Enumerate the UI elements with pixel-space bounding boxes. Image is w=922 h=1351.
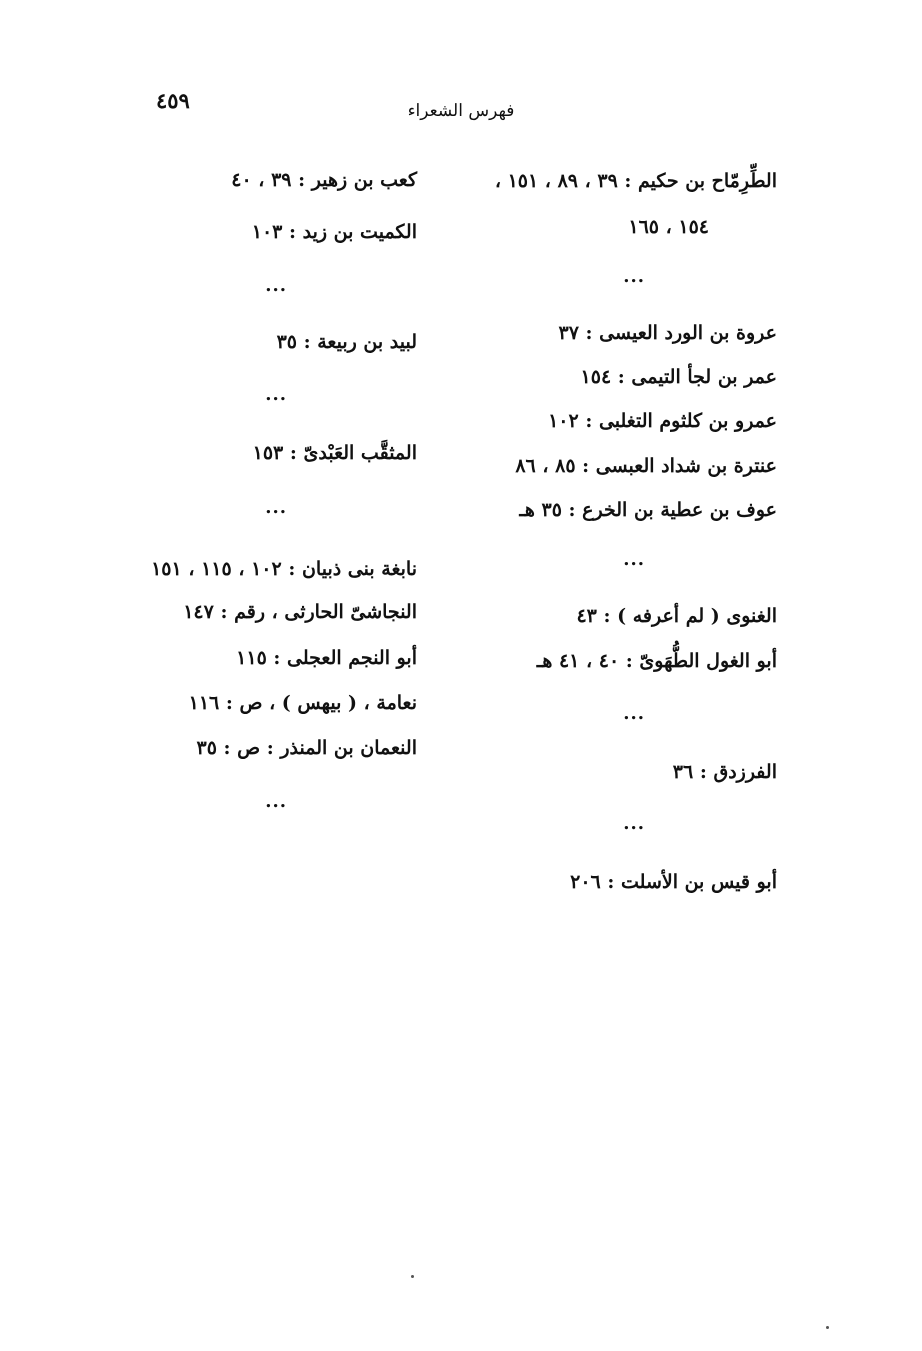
section-separator: ... (623, 549, 645, 570)
section-separator: ... (265, 275, 287, 296)
index-entry-continuation: ١٥٤ ، ١٦٥ (628, 216, 709, 238)
index-entry: كعب بن زهير : ٣٩ ، ٤٠ (231, 169, 417, 191)
index-entry: النعمان بن المنذر : ص : ٣٥ (196, 737, 417, 759)
section-separator: ... (265, 497, 287, 518)
index-entry: الفرزدق : ٣٦ (672, 761, 777, 783)
index-entry: نعامة ، ( بيهس ) ، ص : ١١٦ (188, 692, 417, 714)
scan-speck (411, 1275, 414, 1278)
index-entry: نابغة بنى ذبيان : ١٠٢ ، ١١٥ ، ١٥١ (151, 558, 417, 580)
index-entry: النجاشىّ الحارثى ، رقم : ١٤٧ (183, 601, 417, 623)
section-separator: ... (265, 791, 287, 812)
index-entry: عوف بن عطية بن الخرع : ٣٥ هـ (519, 499, 777, 521)
index-entry: عنترة بن شداد العبسى : ٨٥ ، ٨٦ (515, 455, 777, 477)
section-separator: ... (623, 703, 645, 724)
running-header: فهرس الشعراء (407, 101, 515, 121)
index-entry: عروة بن الورد العيسى : ٣٧ (558, 322, 777, 344)
scan-speck (826, 1326, 829, 1329)
section-separator: ... (623, 813, 645, 834)
index-entry: عمرو بن كلثوم التغلبى : ١٠٢ (548, 410, 777, 432)
index-entry: الكميت بن زيد : ١٠٣ (251, 221, 417, 243)
page-number: ٤٥٩ (156, 88, 190, 113)
section-separator: ... (265, 384, 287, 405)
index-entry: لبيد بن ربيعة : ٣٥ (276, 331, 417, 353)
index-entry: أبو الغول الطُّهَوىّ : ٤٠ ، ٤١ هـ (536, 650, 777, 672)
index-entry: أبو قيس بن الأسلت : ٢٠٦ (570, 871, 777, 893)
index-entry: الغنوى ( لم أعرفه ) : ٤٣ (576, 605, 777, 627)
index-entry: المثقَّب العَبْدىّ : ١٥٣ (252, 442, 417, 464)
index-entry: الطِّرِمّاح بن حكيم : ٣٩ ، ٨٩ ، ١٥١ ، (494, 170, 777, 192)
index-entry: عمر بن لجأ التيمى : ١٥٤ (580, 366, 777, 388)
index-entry: أبو النجم العجلى : ١١٥ (236, 647, 417, 669)
section-separator: ... (623, 266, 645, 287)
